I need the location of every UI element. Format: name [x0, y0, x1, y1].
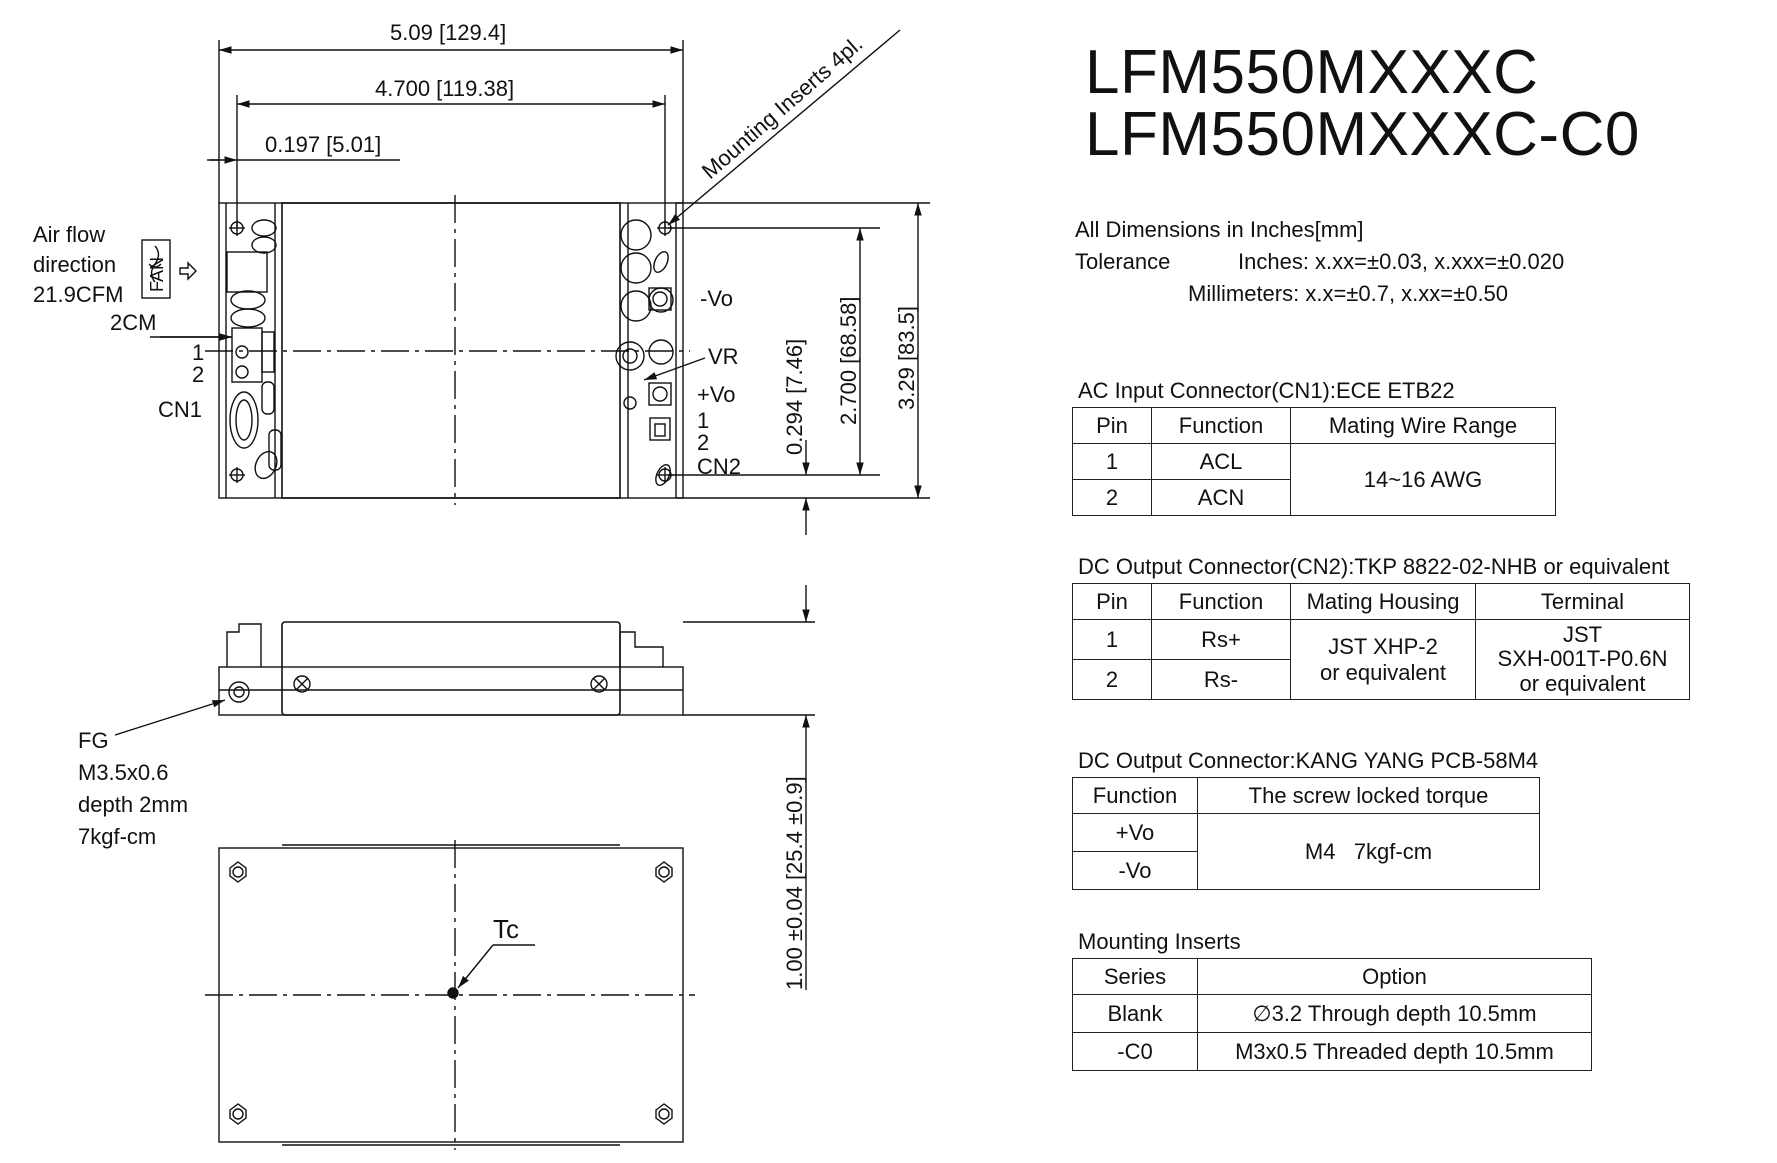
bottom-view	[205, 840, 695, 1150]
cn1-pin2-label: 2	[192, 362, 205, 387]
ac-input-table	[1072, 407, 1556, 516]
plus-vo-terminal	[649, 383, 671, 405]
dim-width-inserts: 4.700 [119.38]	[375, 76, 515, 101]
kang-header-function: Function	[1073, 778, 1198, 814]
cn2-pin2-label: 2	[697, 430, 710, 455]
dc-cn2-caption: DC Output Connector(CN2):TKP 8822-02-NHB or equivalent	[1078, 554, 1670, 579]
mount-row2-option: M3x0.5 Threaded depth 10.5mm	[1198, 1033, 1592, 1071]
fg-line3: depth 2mm	[78, 792, 189, 817]
kang-header-torque: The screw locked torque	[1198, 778, 1540, 814]
dim-insert-offset: 0.197 [5.01]	[265, 132, 382, 157]
cn2-header-pin: Pin	[1073, 584, 1152, 620]
cn2-row2-function: Rs-	[1152, 660, 1291, 700]
dim-2cm: 2CM	[110, 310, 157, 335]
cn2-terminal-line3: or equivalent	[1519, 670, 1646, 696]
dc-cn2-table	[1072, 583, 1690, 700]
ac-header-pin: Pin	[1073, 408, 1152, 444]
cn2-terminal	[1476, 620, 1690, 700]
cn2-pin1-label: 1	[697, 408, 710, 433]
cn2-row1-pin: 1	[1073, 620, 1152, 660]
ac-row2-pin: 2	[1073, 480, 1152, 516]
kang-row1-function: +Vo	[1073, 814, 1198, 852]
dim-height-inserts: 2.700 [68.58]	[836, 296, 861, 425]
cn2-header-housing: Mating Housing	[1291, 584, 1476, 620]
airflow-line1: Air flow	[33, 222, 106, 247]
kang-torque: M4 7kgf-cm	[1198, 814, 1540, 890]
cn2-housing-line1: JST XHP-2	[1328, 634, 1438, 660]
cn2-header-function: Function	[1152, 584, 1291, 620]
tolerance-label: Tolerance	[1075, 249, 1171, 274]
cn2-row2-pin: 2	[1073, 660, 1152, 700]
ac-header-function: Function	[1152, 408, 1291, 444]
tc-point	[448, 988, 458, 998]
mount-row1-series: Blank	[1073, 995, 1198, 1033]
top-dimensions	[207, 30, 930, 535]
cn2-connector	[650, 418, 670, 440]
mounting-inserts-label: Mounting Inserts 4pl.	[696, 30, 868, 184]
ac-header-range: Mating Wire Range	[1291, 408, 1556, 444]
dimensions-note: All Dimensions in Inches[mm]	[1075, 217, 1364, 242]
ac-row1-pin: 1	[1073, 444, 1152, 480]
model-title-1: LFM550MXXXC	[1085, 38, 1539, 107]
fg-line4: 7kgf-cm	[78, 824, 157, 849]
cn2-label: CN2	[697, 454, 742, 479]
cn1-label: CN1	[158, 397, 203, 422]
fg-line1: FG	[78, 728, 109, 753]
vr-label: VR	[708, 344, 739, 369]
fan-label: FAN	[147, 256, 167, 292]
tolerance-inches: Inches: x.xx=±0.03, x.xxx=±0.020	[1238, 249, 1565, 274]
mounting-caption: Mounting Inserts	[1078, 929, 1241, 954]
mounting-table	[1072, 958, 1592, 1071]
fg-line2: M3.5x0.6	[78, 760, 169, 785]
dim-width-total: 5.09 [129.4]	[390, 20, 507, 45]
dim-height-total: 3.29 [83.5]	[894, 305, 919, 410]
fg-screw	[229, 682, 249, 702]
ac-row1-function: ACL	[1152, 444, 1291, 480]
airflow-line2: direction	[33, 252, 117, 277]
dc-kang-caption: DC Output Connector:KANG YANG PCB-58M4	[1078, 748, 1539, 773]
ac-input-caption: AC Input Connector(CN1):ECE ETB22	[1078, 378, 1455, 403]
cn2-header-terminal: Terminal	[1476, 584, 1690, 620]
mount-header-series: Series	[1073, 959, 1198, 995]
kang-row2-function: -Vo	[1073, 852, 1198, 890]
cn2-terminal-line1: JST	[1562, 622, 1603, 648]
cn2-terminal-line2: SXH-001T-P0.6N	[1497, 646, 1668, 672]
cn1-pin1-label: 1	[192, 340, 205, 365]
mount-header-option: Option	[1198, 959, 1592, 995]
tc-label: Tc	[493, 914, 519, 944]
dc-kang-table	[1072, 777, 1540, 890]
model-title-2: LFM550MXXXC-C0	[1085, 100, 1640, 169]
minus-vo-label: -Vo	[700, 286, 734, 311]
cn2-housing	[1291, 620, 1476, 700]
mount-row1-option: ∅3.2 Through depth 10.5mm	[1198, 995, 1592, 1033]
top-view	[142, 195, 690, 505]
tolerance-mm: Millimeters: x.x=±0.7, x.xx=±0.50	[1188, 281, 1509, 306]
cn2-housing-line2: or equivalent	[1320, 659, 1446, 685]
mount-row2-series: -C0	[1073, 1033, 1198, 1071]
side-view	[115, 585, 815, 990]
ac-row2-function: ACN	[1152, 480, 1291, 516]
cn2-row1-function: Rs+	[1152, 620, 1291, 660]
dim-insert-offset-y: 0.294 [7.46]	[782, 338, 807, 455]
airflow-line3: 21.9CFM	[33, 282, 124, 307]
dim-thickness: 1.00 ±0.04 [25.4 ±0.9]	[782, 776, 807, 990]
ac-wire-range: 14~16 AWG	[1291, 444, 1556, 516]
plus-vo-label: +Vo	[697, 382, 736, 407]
